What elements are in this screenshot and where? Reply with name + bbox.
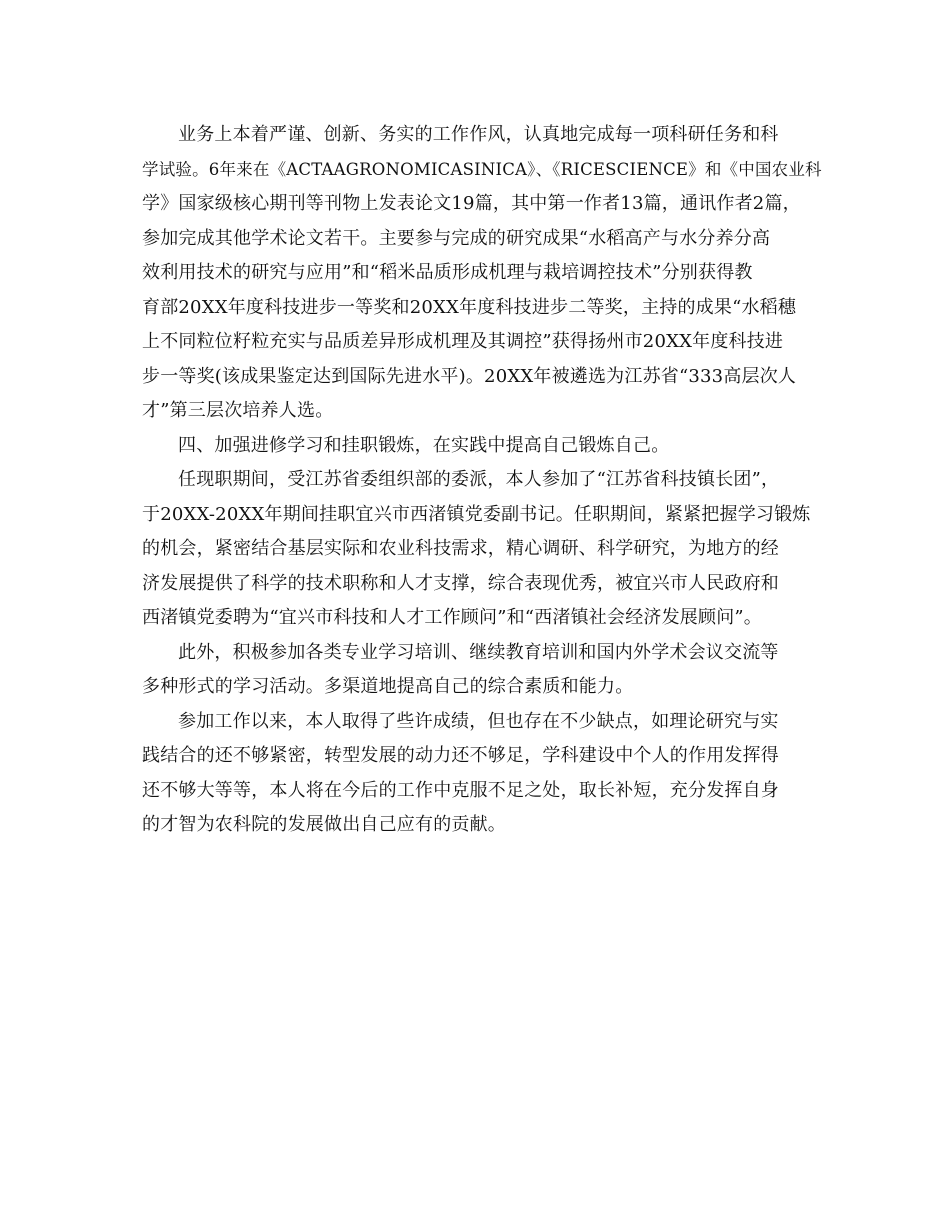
text-line: 参加工作以来，本人取得了些许成绩，但也存在不少缺点，如理论研究与实 [178,710,779,732]
text-line: 多种形式的学习活动。多渠道地提高自己的综合素质和能力。 [142,676,634,697]
text-line: 效利用技术的研究与应用”和“稻米品质形成机理与栽培调控技术”分别获得教 [142,262,753,283]
text-line: 上不同粒位籽粒充实与品质差异形成机理及其调控”获得扬州市20XX年度科技进 [142,331,784,352]
text-line: 践结合的还不够紧密，转型发展的动力还不够足，学科建设中个人的作用发挥得 [142,745,779,766]
text-line: 此外，积极参加各类专业学习培训、继续教育培训和国内外学术会议交流等 [178,641,779,663]
document-body [142,118,822,843]
text-line: 的才智为农科院的发展做出自己应有的贡献。 [142,814,506,835]
text-line: 济发展提供了科学的技术职称和人才支撑，综合表现优秀，被宜兴市人民政府和 [142,572,779,594]
text-line: 学》国家级核心期刊等刊物上发表论文19篇，其中第一作者13篇，通讯作者2篇， [142,193,801,214]
text-line: 任现职期间，受江苏省委组织部的委派，本人参加了“江苏省科技镇长团”， [178,469,780,490]
text-line: 参加完成其他学术论文若干。主要参与完成的研究成果“水稻高产与水分养分高 [142,227,771,249]
text-line: 的机会，紧密结合基层实际和农业科技需求，精心调研、科学研究，为地方的经 [142,538,779,559]
text-line: 育部20XX年度科技进步一等奖和20XX年度科技进步二等奖，主持的成果“水稻穗 [142,296,797,318]
text-line: 西渚镇党委聘为“宜兴市科技和人才工作顾问”和“西渚镇社会经济发展顾问”。 [142,607,763,628]
section-heading: 四、加强进修学习和挂职锻炼，在实践中提高自己锻炼自己。 [178,434,670,456]
text-line: 步一等奖(该成果鉴定达到国际先进水平)。20XX年被遴选为江苏省“333高层次人 [142,365,797,387]
text-line: 还不够大等等，本人将在今后的工作中克服不足之处，取长补短，充分发挥自身 [142,779,779,801]
text-line: 业务上本着严谨、创新、务实的工作作风，认真地完成每一项科研任务和科 [178,124,779,145]
text-line: 才”第三层次培养人选。 [142,400,334,421]
text-line: 于20XX-20XX年期间挂职宜兴市西渚镇党委副书记。任职期间，紧紧把握学习锻炼 [142,503,811,525]
text-line: 学试验。6年来在《ACTAAGRONOMICASINICA》、《RICESCIENCE》和《中国农业科 [142,159,822,179]
